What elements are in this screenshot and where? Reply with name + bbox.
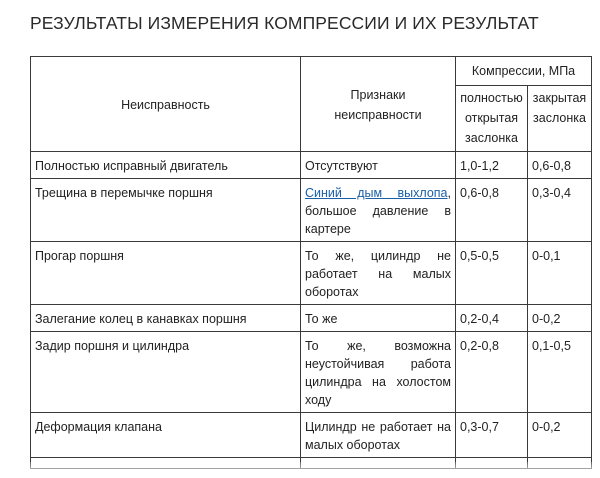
- table-row: [31, 242, 592, 305]
- closed-value-cell: 0-0,1: [528, 242, 592, 305]
- table-row: [31, 179, 592, 242]
- open-value-cell: 0,2-0,8: [456, 332, 528, 413]
- fault-cell: Залегание колец в канавках поршня: [31, 305, 301, 332]
- table-row: [31, 152, 592, 179]
- header-signs: Признаки неисправности: [301, 57, 456, 152]
- header-open-throttle: полностью открытая заслонка: [456, 86, 528, 152]
- header-closed-throttle: закрытая заслонка: [528, 86, 592, 152]
- open-value-cell: 0,6-0,8: [456, 179, 528, 242]
- blue-smoke-link[interactable]: Синий дым выхлопа: [305, 186, 448, 200]
- open-value-cell: 1,0-1,2: [456, 152, 528, 179]
- fault-cell: Прогар поршня: [31, 242, 301, 305]
- page-title: РЕЗУЛЬТАТЫ ИЗМЕРЕНИЯ КОМПРЕССИИ И ИХ РЕЗУЛЬТАТ: [30, 13, 539, 33]
- fault-cell: Полностью исправный двигатель: [31, 152, 301, 179]
- signs-text: , большое давление в картере: [305, 186, 451, 236]
- table-row: [31, 413, 592, 458]
- closed-value-cell: 0-0,2: [528, 305, 592, 332]
- open-value-cell: 0,3-0,7: [456, 413, 528, 458]
- closed-value-cell: 0,6-0,8: [528, 152, 592, 179]
- closed-value-cell: 0-0,2: [528, 413, 592, 458]
- closed-value-cell: 0,1-0,5: [528, 332, 592, 413]
- closed-value-cell: 0,3-0,4: [528, 179, 592, 242]
- header-compression: Компрессии, МПа: [456, 57, 592, 86]
- signs-cell: То же: [301, 305, 456, 332]
- signs-cell: [301, 179, 456, 242]
- fault-cell: Деформация клапана: [31, 413, 301, 458]
- header-row: [31, 57, 592, 86]
- fault-cell: Задир поршня и цилиндра: [31, 332, 301, 413]
- bottom-fade-overlay: [0, 462, 600, 478]
- table-row: [31, 332, 592, 413]
- signs-cell: Отсутствуют: [301, 152, 456, 179]
- table-row: [31, 305, 592, 332]
- open-value-cell: 0,5-0,5: [456, 242, 528, 305]
- signs-cell: Цилиндр не работает на малых оборотах: [301, 413, 456, 458]
- open-value-cell: 0,2-0,4: [456, 305, 528, 332]
- signs-cell: То же, возможна неустойчивая работа цилиндра на холостом ходу: [301, 332, 456, 413]
- fault-cell: Трещина в перемычке поршня: [31, 179, 301, 242]
- signs-cell: То же, цилиндр не работает на малых оборотах: [301, 242, 456, 305]
- compression-results-table: [30, 56, 592, 469]
- header-fault: Неисправность: [31, 57, 301, 152]
